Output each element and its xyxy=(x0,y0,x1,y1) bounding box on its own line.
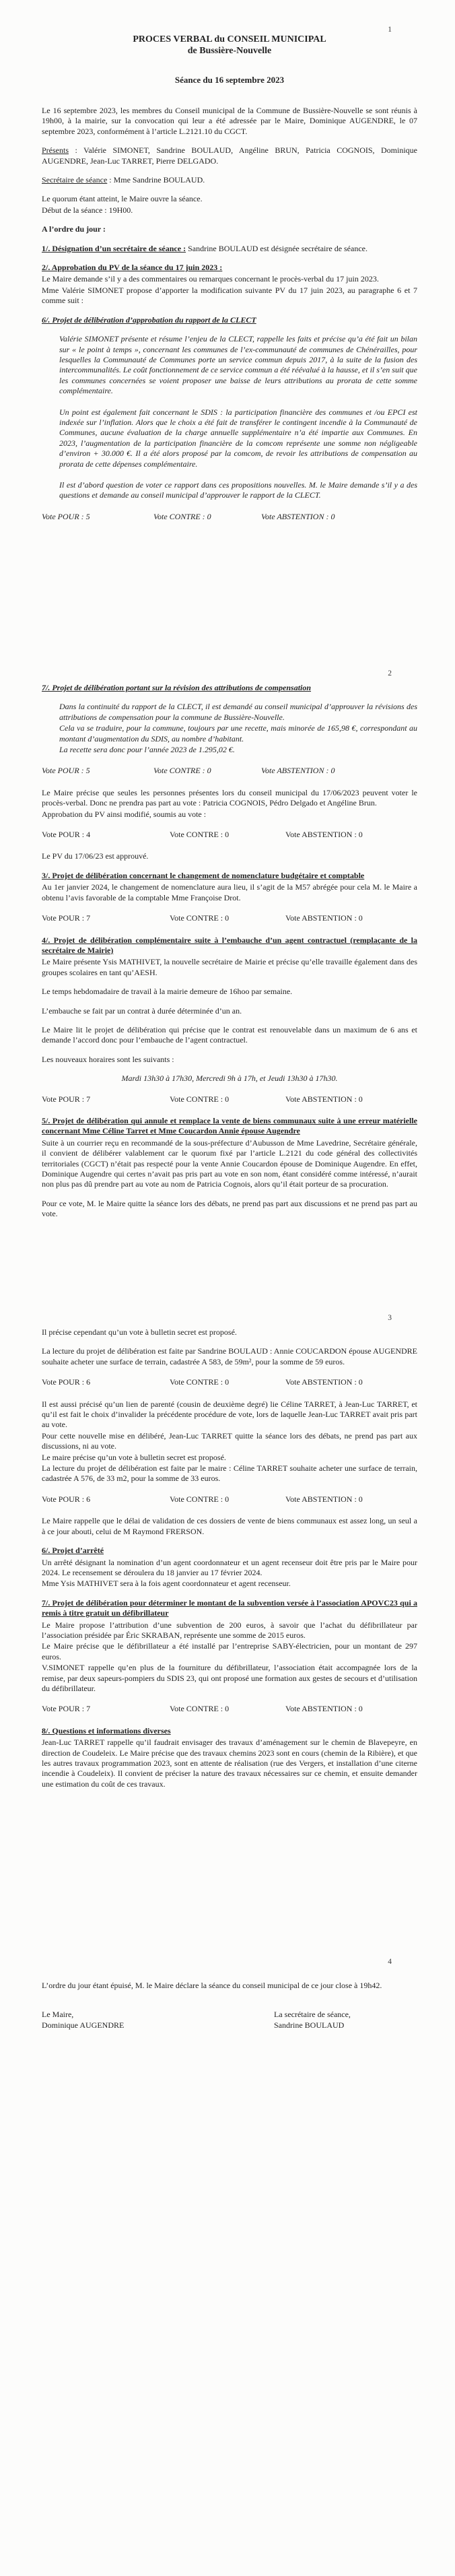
section-heading: 2/. Approbation du PV de la séance du 17 juin 2023 : xyxy=(42,263,223,273)
section-heading: 3/. Projet de délibération concernant le changement de nomenclature budgétaire et comptable xyxy=(42,870,365,880)
line-label: Secrétaire de séance xyxy=(42,175,108,185)
paragraph: Mme Ysis MATHIVET sera à la fois agent coordonnateur et agent recenseur. xyxy=(42,1579,291,1589)
paragraph: Mme Valérie SIMONET propose d’apporter la modification suivante PV du 17 juin 2023, au paragraphe 6 et 7 comme suit : xyxy=(42,285,417,306)
paragraph: Pour cette nouvelle mise en délibéré, Jean-Luc TARRET quitte la séance lors des débats, ne prend pas part aux discussions, ni au vote. xyxy=(42,1430,417,1451)
vote-line xyxy=(42,766,417,776)
paragraph: Approbation du PV ainsi modifié, soumis au vote : xyxy=(42,809,207,819)
paragraph: Il est aussi précisé qu’un lien de parenté (cousin de deuxième degré) lie Céline TARRET, à Jean-Luc TARRET, et qu’il est fait le choix d’invalider la précédente procédure de vote, lors de laquelle Jean-Luc TARRET avait pris part au vote. xyxy=(42,1399,417,1430)
signature-line: Le Maire, xyxy=(42,2010,74,2020)
labeled-line xyxy=(42,145,417,166)
vote-line xyxy=(42,1494,417,1505)
page-number: 1 xyxy=(388,26,392,34)
vote-pour: Vote POUR : 5 xyxy=(42,511,90,521)
vote-pour: Vote POUR : 6 xyxy=(42,1494,91,1504)
paragraph: Le Maire propose l’attribution d’une subvention de 200 euros, à savoir que l’achat du défibrillateur par l’association présidée par Éric SKRABAN, représente une somme de 2015 euros. xyxy=(42,1620,417,1640)
page-number: 4 xyxy=(388,1958,392,1966)
paragraph: Suite à un courrier reçu en recommandé de la sous-préfecture d’Aubusson de Mme Lavedrine, Secrétaire générale, il convient de délibérer valablement car le quorum fixé par l’article L.2121 du code général des collectivités territoriales (CGCT) n’était pas respecté pour la vente Annie Coucardon épouse de Dominique Augendre. En effet, Dominique Augendre qui certes n’avait pas pris part au vote en son nom, étant considéré comme intéressé, n’aurait non plus pas dû prendre part au vote au nom de Patricia Cognois, alors qu’il était porteur de sa procuration. xyxy=(42,1137,417,1189)
document-title: PROCES VERBAL du CONSEIL MUNICIPAL xyxy=(133,34,326,44)
quoted-section-heading: 7/. Projet de délibération portant sur la révision des attributions de compensation xyxy=(42,683,312,692)
vote-contre: Vote CONTRE : 0 xyxy=(170,1704,230,1714)
vote-pour: Vote POUR : 7 xyxy=(42,913,91,923)
paragraph: Les nouveaux horaires sont les suivants : xyxy=(42,1054,174,1064)
vote-line xyxy=(42,913,417,923)
paragraph: La lecture du projet de délibération est faite par Sandrine BOULAUD : Annie COUCARDON épouse AUGENDRE souhaite acheter une surface de terrain, cadastrée A 583, de 59m², pour la somme de 59 euros. xyxy=(42,1346,417,1366)
paragraph: Le Maire précise que le défibrillateur a été installé par l’entreprise SABY-électricien, pour un montant de 297 euros. xyxy=(42,1641,417,1661)
quoted-paragraph: Il est d’abord question de voter ce rapport dans ces propositions nouvelles. M. le Maire demande s’il y a des questions et demande au conseil municipal d’approuver le rapport de la CLECT. xyxy=(59,480,417,500)
vote-line xyxy=(42,1094,417,1104)
paragraph: Le Maire présente Ysis MATHIVET, la nouvelle secrétaire de Mairie et précise qu’elle travaille également dans des groupes scolaires en tant qu’AESH. xyxy=(42,957,417,977)
paragraph: Le 16 septembre 2023, les membres du Conseil municipal de la Commune de Bussière-Nouvelle se sont réunis à 19h00, à la mairie, sur la convocation qui leur a été adressée par le Maire, Dominique AUGENDRE, le 07 septembre 2023, conformément à l’article L.2121.10 du CGCT. xyxy=(42,106,417,136)
vote-contre: Vote CONTRE : 0 xyxy=(170,1094,230,1104)
vote-line xyxy=(42,1377,417,1387)
labeled-line xyxy=(42,175,417,185)
line-label: Présents xyxy=(42,145,69,156)
signature-secretary xyxy=(274,2010,417,2031)
signature-line: Sandrine BOULAUD xyxy=(274,2020,345,2030)
vote-contre: Vote CONTRE : 0 xyxy=(170,1494,230,1504)
paragraph: Début de la séance : 19H00. xyxy=(42,205,133,215)
vote-abstention: Vote ABSTENTION : 0 xyxy=(285,1704,363,1714)
vote-contre: Vote CONTRE : 0 xyxy=(153,766,211,776)
vote-contre: Vote CONTRE : 0 xyxy=(170,1377,230,1387)
session-date-heading: Séance du 16 septembre 2023 xyxy=(174,75,285,85)
page-4 xyxy=(0,1932,455,2576)
line-rest: : Valérie SIMONET, Sandrine BOULAUD, Angéline BRUN, Patricia COGNOIS, Dominique AUGENDRE, Jean-Luc TARRET, Pierre DELGADO. xyxy=(42,145,417,166)
quoted-paragraph: La recette sera donc pour l’année 2023 de 1.295,02 €. xyxy=(59,745,235,755)
paragraph: Le PV du 17/06/23 est approuvé. xyxy=(42,851,149,861)
paragraph: Pour ce vote, M. le Maire quitte la séance lors des débats, ne prend pas part aux discussions et ne prend pas part au vote. xyxy=(42,1198,417,1219)
paragraph: Au 1er janvier 2024, le changement de nomenclature aura lieu, il s’agit de la M57 abrégée pour cela M. le Maire a obtenu l’avis favorable de la comptable Mme Françoise Drot. xyxy=(42,882,417,902)
page-1 xyxy=(0,0,455,644)
section-heading: 5/. Projet de délibération qui annule et remplace la vente de biens communaux suite à une erreur matérielle concernant Mme Céline Tarret et Mme Coucardon Annie épouse Augendre xyxy=(42,1115,417,1136)
section-heading-rest: Sandrine BOULAUD est désignée secrétaire de séance. xyxy=(186,243,368,253)
section-heading xyxy=(42,244,417,254)
agenda-heading: A l’ordre du jour : xyxy=(42,224,106,234)
vote-contre: Vote CONTRE : 0 xyxy=(170,830,230,840)
vote-pour: Vote POUR : 4 xyxy=(42,830,91,840)
vote-pour: Vote POUR : 7 xyxy=(42,1094,91,1104)
vote-contre: Vote CONTRE : 0 xyxy=(153,511,211,521)
vote-line xyxy=(42,830,417,840)
paragraph: Le Maire précise que seules les personnes présentes lors du conseil municipal du 17/06/2023 peuvent voter le procès-verbal. Donc ne prendra pas part au vote : Patricia COGNOIS, Pédro Delgado et Angéline Brun. xyxy=(42,787,417,808)
paragraph: Le maire précise qu’un vote à bulletin secret est proposé. xyxy=(42,1452,226,1462)
page-2-content xyxy=(42,644,417,1228)
page-number: 2 xyxy=(388,669,392,678)
paragraph: Le Maire lit le projet de délibération qui précise que le contrat est renouvelable dans un maximum de 6 ans et demande l’accord donc pour l’embauche de l’agent contractuel. xyxy=(42,1024,417,1045)
page-4-content xyxy=(42,1932,417,2031)
vote-pour: Vote POUR : 7 xyxy=(42,1704,91,1714)
vote-abstention: Vote ABSTENTION : 0 xyxy=(285,830,363,840)
paragraph: Le quorum étant atteint, le Maire ouvre la séance. xyxy=(42,194,203,204)
vote-abstention: Vote ABSTENTION : 0 xyxy=(261,766,335,776)
page-1-content xyxy=(42,0,417,533)
page-2 xyxy=(0,644,455,1288)
vote-contre: Vote CONTRE : 0 xyxy=(170,913,230,923)
quoted-paragraph: Dans la continuité du rapport de la CLECT, il est demandé au conseil municipal d’approuver la révisions des attributions de compensation pour la commune de Bussière-Nouvelle. xyxy=(59,702,417,722)
paragraph: L’ordre du jour étant épuisé, M. le Maire déclare la séance du conseil municipal de ce jour close à 19h42. xyxy=(42,1981,382,1990)
paragraph: Il précise cependant qu’un vote à bulletin secret est proposé. xyxy=(42,1327,237,1337)
document-title-line2: de Bussière-Nouvelle xyxy=(187,46,272,56)
section-heading: 7/. Projet de délibération pour déterminer le montant de la subvention versée à l’association APOVC23 qui a remis à titre gratuit un défibrillateur xyxy=(42,1597,417,1618)
page-3-content xyxy=(42,1288,417,1798)
signature-line: La secrétaire de séance, xyxy=(274,2010,351,2020)
vote-abstention: Vote ABSTENTION : 0 xyxy=(285,1094,363,1104)
page-number: 3 xyxy=(388,1314,392,1322)
paragraph: Le Maire rappelle que le délai de validation de ces dossiers de vente de biens communaux est assez long, un seul a à ce jour abouti, celui de M Raymond FRERSON. xyxy=(42,1516,417,1536)
section-heading-label: 1/. Désignation d’un secrétaire de séance : xyxy=(42,243,186,253)
signature-line: Dominique AUGENDRE xyxy=(42,2020,125,2030)
vote-abstention: Vote ABSTENTION : 0 xyxy=(285,1494,363,1504)
paragraph: Le temps hebdomadaire de travail à la mairie demeure de 16hoo par semaine. xyxy=(42,987,293,997)
quoted-section-heading: 6/. Projet de délibération d’approbation du rapport de la CLECT xyxy=(42,315,256,325)
paragraph: Mardi 13h30 à 17h30, Mercredi 9h à 17h, et Jeudi 13h30 à 17h30. xyxy=(121,1074,338,1084)
vote-abstention: Vote ABSTENTION : 0 xyxy=(285,913,363,923)
paragraph: Le Maire demande s’il y a des commentaires ou remarques concernant le procès-verbal du 17 juin 2023. xyxy=(42,274,379,284)
paragraph: Jean-Luc TARRET rappelle qu’il faudrait envisager des travaux d’aménagement sur le chemin de Blavepeyre, en direction de Coudeleix. Le Maire précise que des travaux chemins 2023 sont en cours (chemin de la Ribière), et que les autres travaux programmation 2023, sont en attente de réalisation (rue des Vergers, et installation d’une citerne incendie à Coudeleix). Il convient de préciser la nature des travaux nécessaires sur ce chemin, et ensuite demander une estimation du coût de ces travaux. xyxy=(42,1738,417,1789)
vote-abstention: Vote ABSTENTION : 0 xyxy=(285,1377,363,1387)
paragraph: L’embauche se fait par un contrat à durée déterminée d’un an. xyxy=(42,1005,242,1016)
section-heading: 8/. Questions et informations diverses xyxy=(42,1725,171,1736)
quoted-paragraph: Un point est également fait concernant le SDIS : la participation financière des communes et /ou EPCI est indexée sur l’inflation. Alors que le choix a été fait de transférer le contingent incendie à la Communauté de Communes, aucune évaluation de la charge annuelle supplémentaire n’a été impartie aux Communes. En 2023, l’augmentation de la participation financière de la comcom représente une somme non négligeable d’environ + 30.000 €. Il a été alors proposé par la comcom, de revoir les attributions de compensation au prorata de cette dépenses complémentaire. xyxy=(59,407,417,469)
page-3 xyxy=(0,1288,455,1932)
quoted-paragraph: Cela va se traduire, pour la commune, toujours par une recette, mais minorée de 165,98 €, correspondant au montant d’augmentation du SDIS, au nombre d’habitant. xyxy=(59,723,417,744)
paragraph: Un arrêté désignant la nomination d’un agent coordonnateur et un agent recenseur doit être pris par le Maire pour 2024. Le recensement se déroulera du 18 janvier au 17 février 2024. xyxy=(42,1557,417,1577)
line-rest: : Mme Sandrine BOULAUD. xyxy=(107,175,205,185)
vote-pour: Vote POUR : 6 xyxy=(42,1377,91,1387)
quoted-paragraph: Valérie SIMONET présente et résume l’enjeu de la CLECT, rappelle les faits et précise qu’a été fait un bilan sur « le point à temps », concernant les communes de l’ex-communauté de communes de Chénérailles, pour lesquelles la Communauté de Communes porte un service commun depuis 2017, à la suite de la fusion des intercommunalités. Le coût fonctionnement de ce service commun a été réévalué à la hausse, et il s’en suit que les communes concernées se voient proposer une baisse de leurs attributions au prorata de cette somme complémentaire. xyxy=(59,334,417,396)
signature-block xyxy=(42,2010,417,2031)
vote-line xyxy=(42,1704,417,1714)
paragraph: V.SIMONET rappelle qu’en plus de la fourniture du défibrillateur, l’association était accompagnée lors de la remise, par deux sapeurs-pompiers du SDIS 23, qui ont proposé une formation aux gestes de secours et d’utilisation du défibrillateur. xyxy=(42,1663,417,1693)
section-heading: 4/. Projet de délibération complémentaire suite à l’embauche d’un agent contractuel (remplaçante de la secrétaire de Mairie) xyxy=(42,935,417,955)
section-heading: 6/. Projet d’arrêté xyxy=(42,1546,104,1556)
vote-line xyxy=(42,512,417,522)
signature-mayor xyxy=(42,2010,124,2031)
vote-pour: Vote POUR : 5 xyxy=(42,766,90,776)
paragraph: La lecture du projet de délibération est faite par le maire : Céline TARRET souhaite acheter une surface de terrain, cadastrée A 576, de 33 m2, pour la somme de 33 euros. xyxy=(42,1463,417,1484)
vote-abstention: Vote ABSTENTION : 0 xyxy=(261,511,335,521)
